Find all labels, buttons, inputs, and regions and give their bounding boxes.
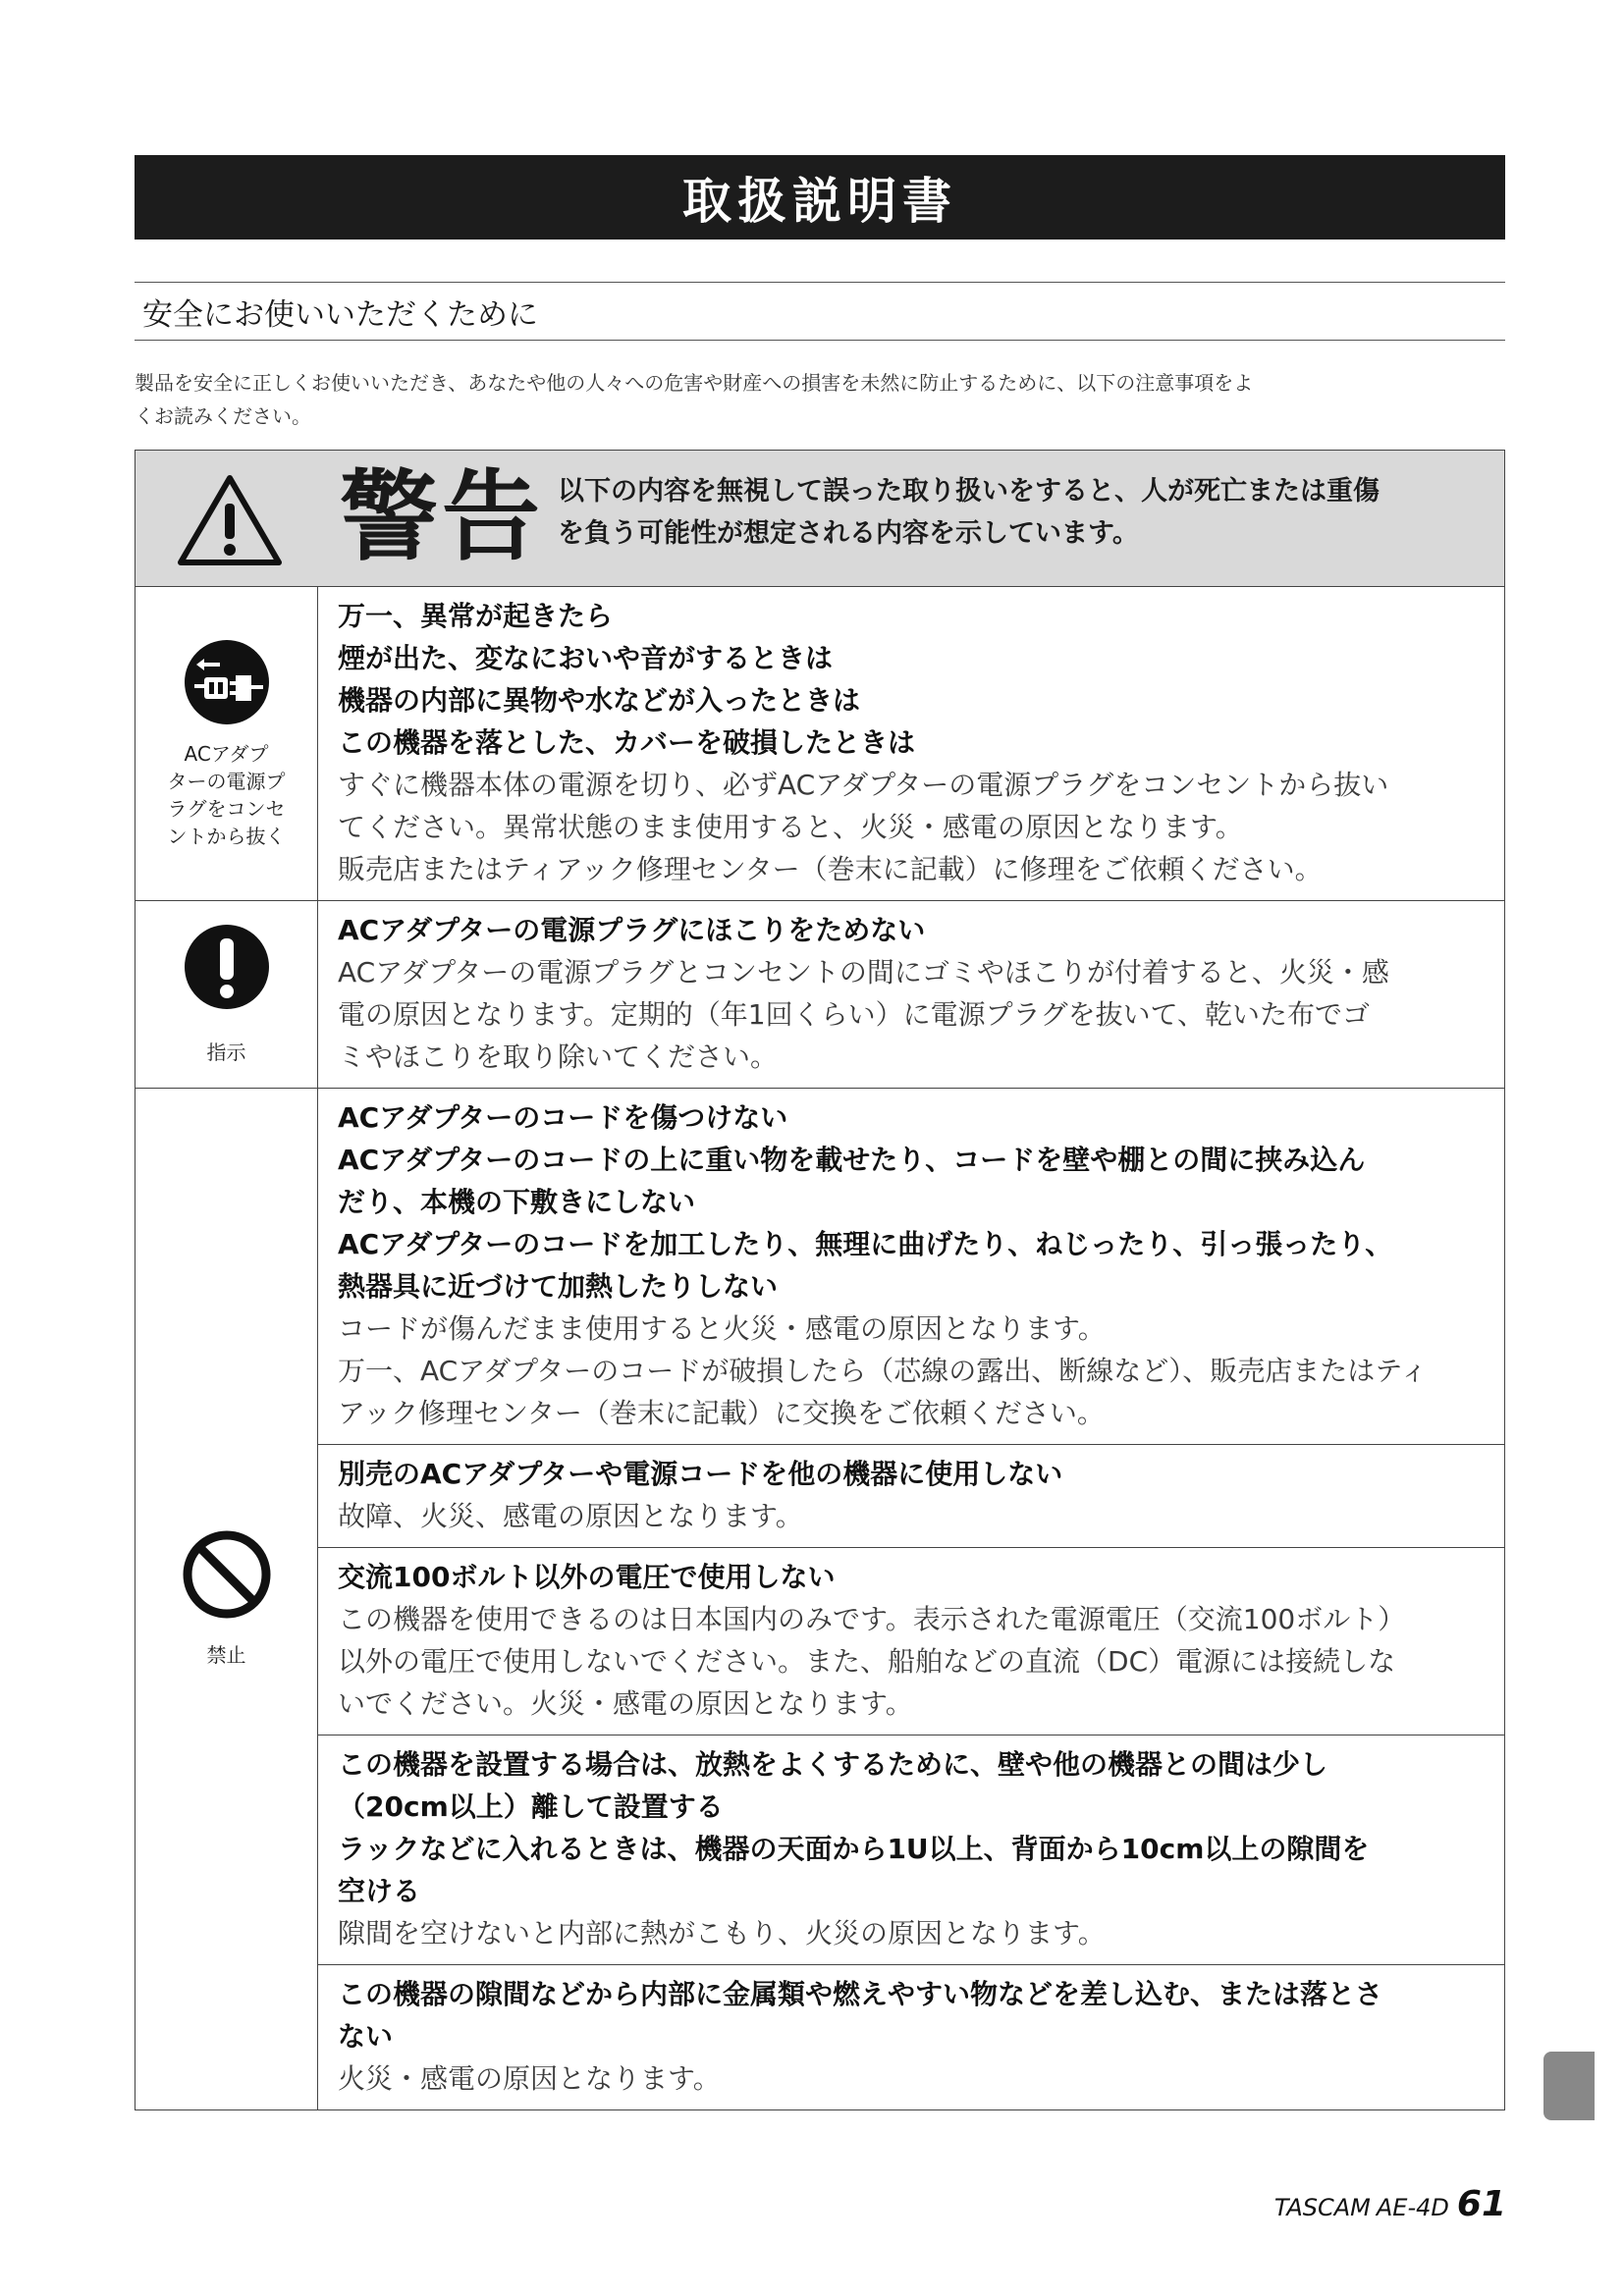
bold-line: ACアダプターの電源プラグにほこりをためない — [338, 914, 926, 946]
warning-header — [135, 451, 1504, 587]
bold-line: この機器の隙間などから内部に金属類や燃えやすい物などを差し込む、または落とさ — [338, 1978, 1383, 2010]
bold-line: 別売のACアダプターや電源コードを他の機器に使用しない — [338, 1458, 1063, 1490]
text-line: コードが傷んだまま使用すると火災・感電の原因となります。 — [338, 1312, 1106, 1345]
bold-line: ACアダプターのコードの上に重い物を載せたり、コードを壁や棚との間に挟み込ん — [338, 1144, 1366, 1176]
bold-line: ACアダプターのコードを傷つけない — [338, 1101, 788, 1134]
bold-line: 交流100ボルト以外の電圧で使用しない — [338, 1561, 836, 1593]
bold-line: この機器を設置する場合は、放熱をよくするために、壁や他の機器との間は少し — [338, 1748, 1328, 1781]
warning-table — [135, 450, 1505, 2110]
text-line: 火災・感電の原因となります。 — [338, 2062, 721, 2095]
content-column — [318, 587, 1504, 900]
warning-cell — [318, 1548, 1504, 1735]
warning-row-unplug — [135, 587, 1504, 901]
warning-cell — [318, 1735, 1504, 1965]
icon-label-line: ラグをコンセ — [167, 796, 286, 821]
text-line: 万一、ACアダプターのコードが破損したら（芯線の露出、断線など）、販売店またはティ — [338, 1355, 1429, 1387]
unplug-icon — [183, 638, 271, 730]
warning-desc-line: を負う可能性が想定される内容を示しています。 — [558, 518, 1139, 549]
bold-line: 熱器具に近づけて加熱したりしない — [338, 1270, 779, 1303]
content-column — [318, 1089, 1504, 2109]
warning-cell — [318, 1965, 1504, 2109]
text-line: 以外の電圧で使用しないでください。また、船舶などの直流（DC）電源には接続しな — [338, 1645, 1396, 1678]
bold-line: ラックなどに入れるときは、機器の天面から1U以上、背面から10cm以上の隙間を — [338, 1833, 1370, 1865]
icon-label-line: ントから抜く — [167, 824, 286, 848]
warning-row-prohibition — [135, 1089, 1504, 2109]
warning-cell — [318, 1089, 1504, 1445]
text-line: 故障、火災、感電の原因となります。 — [338, 1500, 803, 1532]
bold-line: だり、本機の下敷きにしない — [338, 1186, 696, 1218]
footer-brand: TASCAM — [1273, 2194, 1371, 2221]
bold-line: （20cm以上）離して設置する — [338, 1790, 724, 1823]
text-line: いでください。火災・感電の原因となります。 — [338, 1687, 913, 1720]
text-line: この機器を使用できるのは日本国内のみです。表示された電源電圧（交流100ボルト） — [338, 1603, 1406, 1635]
icon-column — [135, 901, 318, 1088]
bold-line: この機器を落とした、カバーを破損したときは — [338, 726, 916, 759]
page-edge-tab — [1543, 2052, 1595, 2120]
text-line: てください。異常状態のまま使用すると、火災・感電の原因となります。 — [338, 811, 1243, 843]
document-title: 取扱説明書 — [135, 155, 1505, 240]
icon-label-line: ACアダプ — [184, 741, 269, 766]
icon-label: 禁止 — [206, 1643, 246, 1667]
warning-word: 警告 — [340, 459, 544, 574]
warning-cell — [318, 901, 1504, 1088]
warning-cell — [318, 587, 1504, 900]
text-line: アック修理センター（巻末に記載）に交換をご依頼ください。 — [338, 1397, 1105, 1429]
text-line: 電の原因となります。定期的（年1回くらい）に電源プラグを抜いて、乾いた布でゴ — [338, 998, 1371, 1031]
page-number: 61 — [1456, 2184, 1506, 2224]
icon-label — [168, 740, 286, 850]
icon-column — [135, 587, 318, 900]
warning-description — [558, 470, 1490, 555]
intro-text — [135, 366, 1509, 433]
intro-line: 製品を安全に正しくお使いいただき、あなたや他の人々への危害や財産への損害を未然に防止するために、以下の注意事項をよ — [135, 371, 1254, 395]
exclamation-icon — [183, 923, 271, 1015]
warning-cell — [318, 1445, 1504, 1548]
bold-line: 万一、異常が起きたら — [338, 600, 614, 632]
warning-triangle-icon — [175, 472, 285, 572]
section-heading — [135, 282, 1505, 341]
warning-row-instruction — [135, 901, 1504, 1089]
content-column — [318, 901, 1504, 1088]
text-line: すぐに機器本体の電源を切り、必ずACアダプターの電源プラグをコンセントから抜い — [338, 769, 1389, 801]
icon-label: 指示 — [206, 1041, 246, 1064]
prohibition-icon — [182, 1529, 272, 1624]
bold-line: 空ける — [338, 1875, 421, 1907]
bold-line: ACアダプターのコードを加工したり、無理に曲げたり、ねじったり、引っ張ったり、 — [338, 1228, 1393, 1260]
footer-model: AE-4D — [1376, 2194, 1449, 2221]
text-line: ACアダプターの電源プラグとコンセントの間にゴミやほこりが付着すると、火災・感 — [338, 956, 1389, 988]
bold-line: ない — [338, 2020, 394, 2053]
text-line: 販売店またはティアック修理センター（巻末に記載）に修理をご依頼ください。 — [338, 853, 1323, 885]
icon-label-line: ターの電源プ — [167, 769, 286, 793]
text-line: ミやほこりを取り除いてください。 — [338, 1041, 779, 1073]
warning-desc-line: 以下の内容を無視して誤った取り扱いをすると、人が死亡または重傷 — [558, 476, 1380, 507]
bold-line: 煙が出た、変なにおいや音がするときは — [338, 642, 834, 674]
icon-column — [135, 1089, 318, 2109]
text-line: 隙間を空けないと内部に熱がこもり、火災の原因となります。 — [338, 1917, 1106, 1949]
page-footer — [1274, 2184, 1506, 2224]
intro-line: くお読みください。 — [135, 404, 311, 428]
section-title: 安全にお使いいただくために — [142, 296, 538, 333]
bold-line: 機器の内部に異物や水などが入ったときは — [338, 684, 861, 717]
